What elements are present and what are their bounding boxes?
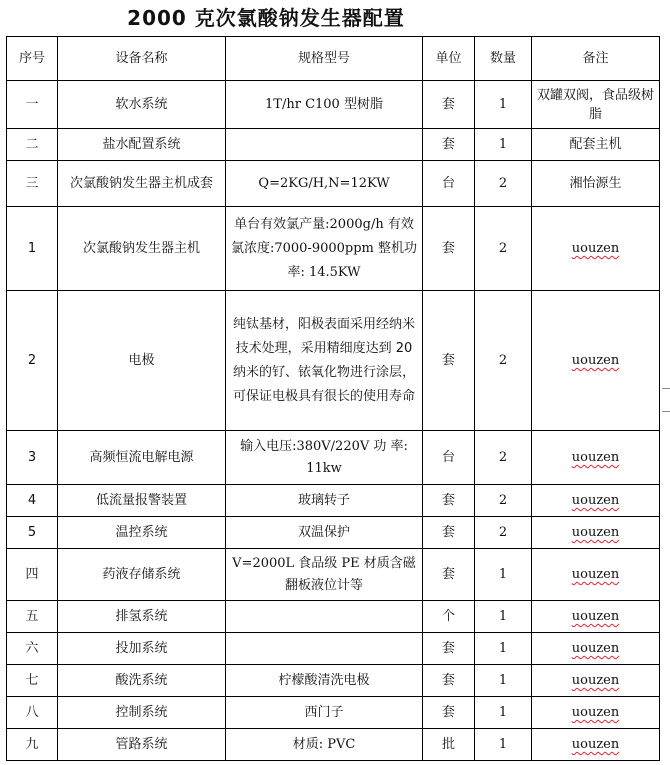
- row-name: 投加系统: [58, 633, 226, 665]
- row-note: [532, 549, 660, 601]
- row-qty: 1: [475, 549, 532, 601]
- row-spec: 双温保护: [226, 517, 423, 549]
- row-name: 低流量报警装置: [58, 485, 226, 517]
- row-spec: V=2000L 食品级 PE 材质含磁翻板液位计等: [226, 549, 423, 601]
- row-unit: 套: [423, 517, 475, 549]
- row-note: [532, 601, 660, 633]
- note-text: uouzen: [571, 525, 620, 540]
- row-qty: 1: [475, 601, 532, 633]
- header-no: 序号: [7, 37, 58, 81]
- row-note: [532, 291, 660, 431]
- row-no: 一: [7, 81, 58, 129]
- row-spec: [226, 601, 423, 633]
- note-text: uouzen: [571, 737, 620, 752]
- row-qty: 2: [475, 291, 532, 431]
- table-row: [7, 129, 660, 161]
- row-no: 二: [7, 129, 58, 161]
- row-spec: [226, 129, 423, 161]
- note-text: uouzen: [571, 241, 620, 256]
- note-text: uouzen: [571, 353, 620, 368]
- row-no: 八: [7, 697, 58, 729]
- row-name: 高频恒流电解电源: [58, 431, 226, 485]
- note-text: uouzen: [571, 705, 620, 720]
- row-spec: 玻璃转子: [226, 485, 423, 517]
- row-name: 软水系统: [58, 81, 226, 129]
- row-unit: 套: [423, 485, 475, 517]
- row-note: [532, 517, 660, 549]
- row-name: 酸洗系统: [58, 665, 226, 697]
- row-unit: 台: [423, 161, 475, 207]
- row-spec: Q=2KG/H,N=12KW: [226, 161, 423, 207]
- row-name: 盐水配置系统: [58, 129, 226, 161]
- row-no: 4: [7, 485, 58, 517]
- row-no: 三: [7, 161, 58, 207]
- row-no: 九: [7, 729, 58, 761]
- row-name: 药液存储系统: [58, 549, 226, 601]
- row-no: 五: [7, 601, 58, 633]
- table-row: [7, 729, 660, 761]
- row-qty: 1: [475, 665, 532, 697]
- row-unit: 套: [423, 697, 475, 729]
- table-row: [7, 549, 660, 601]
- row-no: 2: [7, 291, 58, 431]
- table-row: [7, 431, 660, 485]
- row-qty: 1: [475, 129, 532, 161]
- row-unit: 套: [423, 549, 475, 601]
- row-qty: 2: [475, 517, 532, 549]
- table-row: [7, 291, 660, 431]
- row-unit: 个: [423, 601, 475, 633]
- table-row: [7, 207, 660, 291]
- row-unit: 批: [423, 729, 475, 761]
- row-unit: 套: [423, 291, 475, 431]
- row-spec: 1T/hr C100 型树脂: [226, 81, 423, 129]
- row-qty: 1: [475, 729, 532, 761]
- header-name: 设备名称: [58, 37, 226, 81]
- row-unit: 套: [423, 81, 475, 129]
- margin-marker: [662, 388, 670, 412]
- row-spec: 单台有效氯产量:2000g/h 有效氯浓度:7000-9000ppm 整机功率: 14.5KW: [226, 207, 423, 291]
- table-row: [7, 665, 660, 697]
- row-note: [532, 665, 660, 697]
- table-row: [7, 633, 660, 665]
- table-row: [7, 81, 660, 129]
- row-qty: 1: [475, 697, 532, 729]
- row-qty: 1: [475, 81, 532, 129]
- row-qty: 2: [475, 207, 532, 291]
- note-text: uouzen: [571, 673, 620, 688]
- row-note: 配套主机: [532, 129, 660, 161]
- row-note: [532, 431, 660, 485]
- row-unit: 台: [423, 431, 475, 485]
- row-qty: 2: [475, 431, 532, 485]
- row-spec: 材质: PVC: [226, 729, 423, 761]
- header-spec: 规格型号: [226, 37, 423, 81]
- note-text: uouzen: [571, 567, 620, 582]
- row-spec: 输入电压:380V/220V 功 率: 11kw: [226, 431, 423, 485]
- row-name: 次氯酸钠发生器主机成套: [58, 161, 226, 207]
- row-spec: 柠檬酸清洗电极: [226, 665, 423, 697]
- row-spec: [226, 633, 423, 665]
- table-row: [7, 517, 660, 549]
- row-qty: 2: [475, 161, 532, 207]
- equipment-table: [6, 36, 660, 761]
- row-no: 3: [7, 431, 58, 485]
- note-text: uouzen: [571, 450, 620, 465]
- row-note: [532, 485, 660, 517]
- row-note: [532, 729, 660, 761]
- table-row: [7, 697, 660, 729]
- row-unit: 套: [423, 207, 475, 291]
- row-name: 电极: [58, 291, 226, 431]
- table-row: [7, 161, 660, 207]
- row-note: 双罐双阀，食品级树脂: [532, 81, 660, 129]
- row-name: 控制系统: [58, 697, 226, 729]
- row-no: 七: [7, 665, 58, 697]
- table-row: [7, 601, 660, 633]
- row-note: [532, 697, 660, 729]
- header-unit: 单位: [423, 37, 475, 81]
- row-unit: 套: [423, 633, 475, 665]
- table-header-row: [7, 37, 660, 81]
- note-text: uouzen: [571, 493, 620, 508]
- row-unit: 套: [423, 665, 475, 697]
- row-no: 5: [7, 517, 58, 549]
- row-name: 排氢系统: [58, 601, 226, 633]
- row-qty: 2: [475, 485, 532, 517]
- row-spec: 纯钛基材，阳极表面采用经纳米技术处理，采用精细度达到 20 纳米的钌、铱氧化物进行涂层，可保证电极具有很长的使用寿命: [226, 291, 423, 431]
- row-qty: 1: [475, 633, 532, 665]
- row-name: 次氯酸钠发生器主机: [58, 207, 226, 291]
- note-text: uouzen: [571, 641, 620, 656]
- row-note: [532, 633, 660, 665]
- table-row: [7, 485, 660, 517]
- row-note: [532, 207, 660, 291]
- row-note: 湘怡源生: [532, 161, 660, 207]
- row-spec: 西门子: [226, 697, 423, 729]
- row-name: 温控系统: [58, 517, 226, 549]
- row-no: 1: [7, 207, 58, 291]
- document-title: 2000 克次氯酸钠发生器配置: [127, 6, 405, 30]
- header-note: 备注: [532, 37, 660, 81]
- header-qty: 数量: [475, 37, 532, 81]
- row-name: 管路系统: [58, 729, 226, 761]
- row-unit: 套: [423, 129, 475, 161]
- row-no: 四: [7, 549, 58, 601]
- note-text: uouzen: [571, 609, 620, 624]
- row-no: 六: [7, 633, 58, 665]
